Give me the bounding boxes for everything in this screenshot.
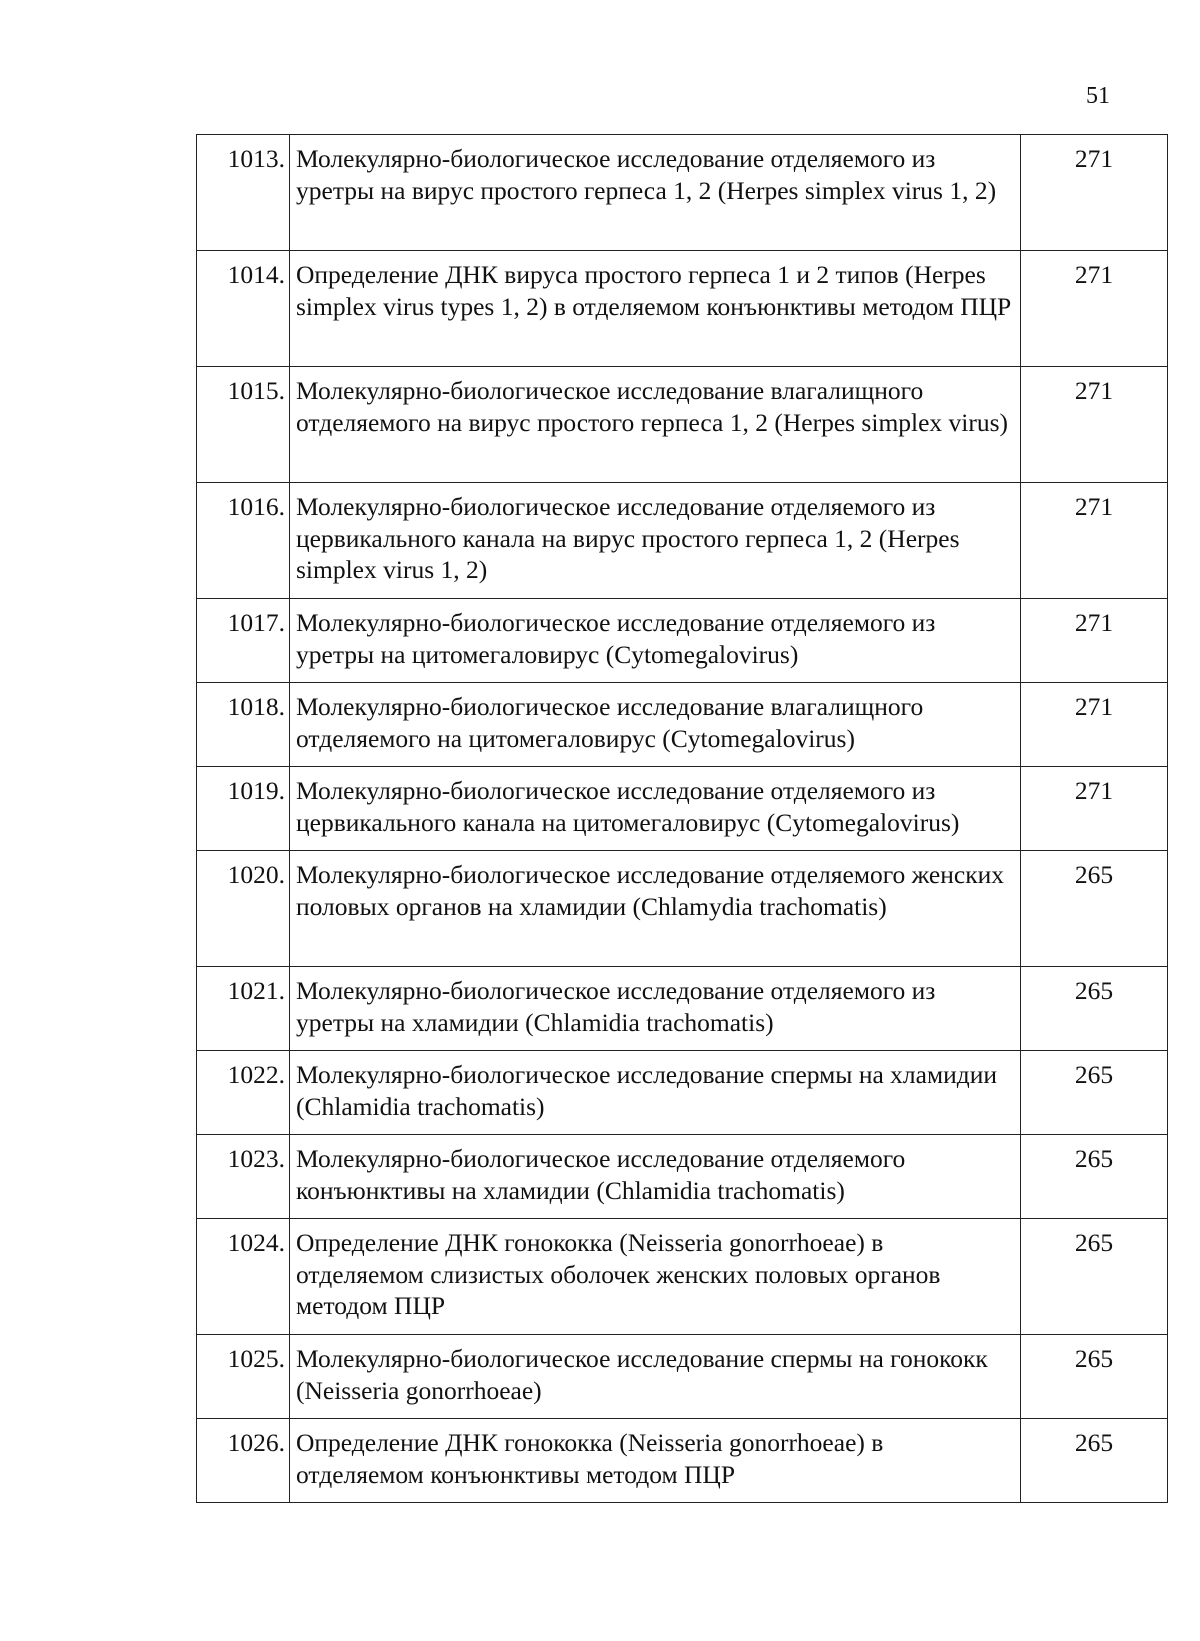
row-number: 1025. <box>197 1335 290 1419</box>
row-number: 1020. <box>197 851 290 967</box>
service-price: 271 <box>1021 135 1168 251</box>
service-description: Молекулярно-биологическое исследование отделяемого из уретры на вирус простого герпеса 1, 2 (Herpes simplex virus 1, 2) <box>290 135 1021 251</box>
row-number: 1017. <box>197 599 290 683</box>
table-row <box>197 135 1168 251</box>
table-row <box>197 367 1168 483</box>
page-number: 51 <box>1086 83 1110 109</box>
service-price: 265 <box>1021 1335 1168 1419</box>
service-price: 271 <box>1021 599 1168 683</box>
service-price: 265 <box>1021 967 1168 1051</box>
service-description: Молекулярно-биологическое исследование отделяемого женских половых органов на хламидии (Chlamydia trachomatis) <box>290 851 1021 967</box>
table-row <box>197 1135 1168 1219</box>
table-row <box>197 683 1168 767</box>
service-description: Молекулярно-биологическое исследование влагалищного отделяемого на цитомегаловирус (Cytomegalovirus) <box>290 683 1021 767</box>
service-price: 271 <box>1021 483 1168 599</box>
table-row <box>197 767 1168 851</box>
service-price: 265 <box>1021 1219 1168 1335</box>
service-description: Молекулярно-биологическое исследование отделяемого из уретры на цитомегаловирус (Cytomegalovirus) <box>290 599 1021 683</box>
table-row <box>197 1335 1168 1419</box>
row-number: 1022. <box>197 1051 290 1135</box>
table-row <box>197 483 1168 599</box>
service-description: Молекулярно-биологическое исследование влагалищного отделяемого на вирус простого герпеса 1, 2 (Herpes simplex virus) <box>290 367 1021 483</box>
service-description: Молекулярно-биологическое исследование отделяемого из цервикального канала на вирус простого герпеса 1, 2 (Herpes simplex virus 1, 2) <box>290 483 1021 599</box>
row-number: 1013. <box>197 135 290 251</box>
row-number: 1015. <box>197 367 290 483</box>
row-number: 1024. <box>197 1219 290 1335</box>
row-number: 1023. <box>197 1135 290 1219</box>
table-row <box>197 1419 1168 1503</box>
row-number: 1018. <box>197 683 290 767</box>
table-row <box>197 851 1168 967</box>
service-description: Молекулярно-биологическое исследование отделяемого конъюнктивы на хламидии (Chlamidia trachomatis) <box>290 1135 1021 1219</box>
table-row <box>197 967 1168 1051</box>
service-description: Определение ДНК вируса простого герпеса 1 и 2 типов (Herpes simplex virus types 1, 2) в отделяемом конъюнктивы методом ПЦР <box>290 251 1021 367</box>
table-row <box>197 599 1168 683</box>
service-price: 265 <box>1021 851 1168 967</box>
row-number: 1026. <box>197 1419 290 1503</box>
service-price: 271 <box>1021 367 1168 483</box>
service-price: 271 <box>1021 767 1168 851</box>
service-price: 271 <box>1021 251 1168 367</box>
service-description: Определение ДНК гонококка (Neisseria gonorrhoeae) в отделяемом слизистых оболочек женских половых органов методом ПЦР <box>290 1219 1021 1335</box>
table-row <box>197 251 1168 367</box>
service-description: Молекулярно-биологическое исследование спермы на хламидии (Chlamidia trachomatis) <box>290 1051 1021 1135</box>
row-number: 1014. <box>197 251 290 367</box>
row-number: 1021. <box>197 967 290 1051</box>
service-description: Определение ДНК гонококка (Neisseria gonorrhoeae) в отделяемом конъюнктивы методом ПЦР <box>290 1419 1021 1503</box>
row-number: 1019. <box>197 767 290 851</box>
service-price: 271 <box>1021 683 1168 767</box>
service-price: 265 <box>1021 1051 1168 1135</box>
services-price-table <box>196 134 1168 1503</box>
table-row <box>197 1219 1168 1335</box>
table-row <box>197 1051 1168 1135</box>
service-description: Молекулярно-биологическое исследование спермы на гонококк (Neisseria gonorrhoeae) <box>290 1335 1021 1419</box>
service-price: 265 <box>1021 1419 1168 1503</box>
service-price: 265 <box>1021 1135 1168 1219</box>
service-description: Молекулярно-биологическое исследование отделяемого из уретры на хламидии (Chlamidia trachomatis) <box>290 967 1021 1051</box>
row-number: 1016. <box>197 483 290 599</box>
service-description: Молекулярно-биологическое исследование отделяемого из цервикального канала на цитомегаловирус (Cytomegalovirus) <box>290 767 1021 851</box>
